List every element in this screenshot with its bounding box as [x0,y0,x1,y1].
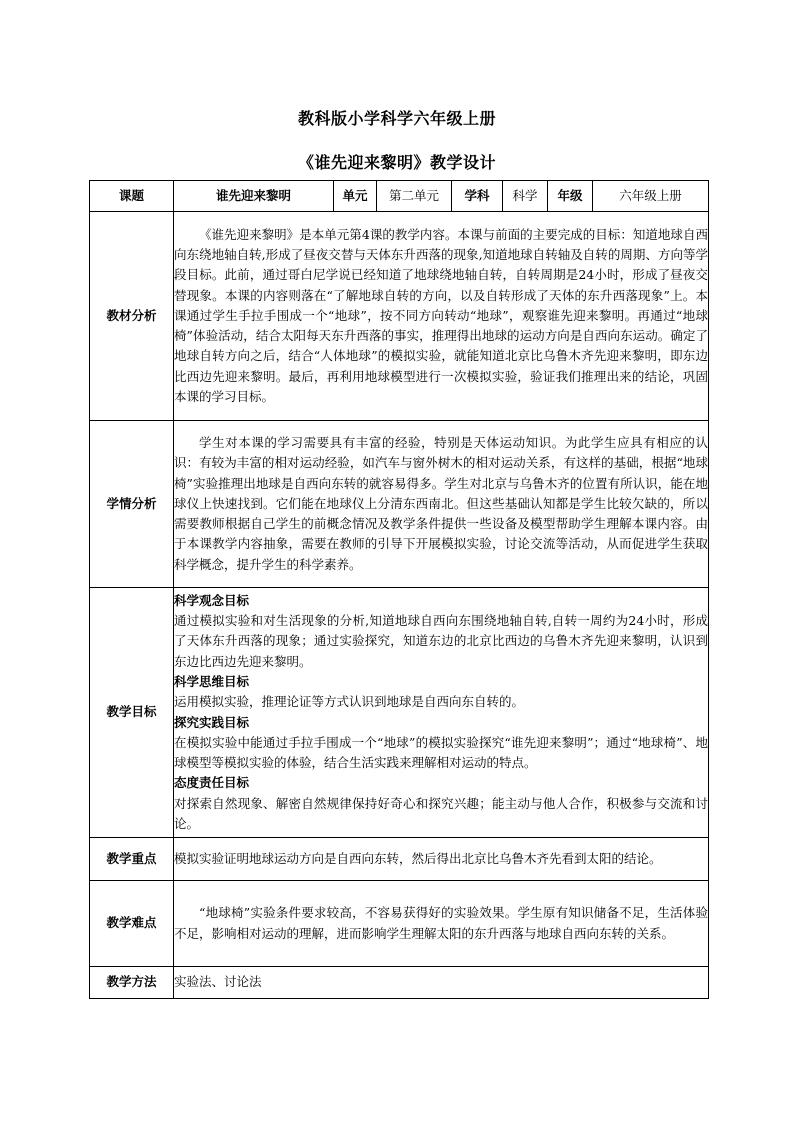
student-analysis-row [90,421,709,588]
goal-attitude-text: 对探索自然现象、解密自然规律保持好奇心和探究兴趣；能主动与他人合作，积极参与交流和讨论。 [174,795,708,831]
teaching-goals-label: 教学目标 [90,588,174,838]
material-analysis-label: 教材分析 [90,212,174,421]
material-analysis-cell [174,212,709,421]
header-row [90,181,709,212]
document-title: 教科版小学科学六年级上册 [297,109,496,128]
material-analysis-row [90,212,709,421]
grade-value: 六年级上册 [593,181,709,212]
methods-text: 实验法、讨论法 [174,974,262,990]
subject-label: 学科 [452,181,503,212]
methods-cell [174,967,709,999]
student-analysis-label: 学情分析 [90,421,174,588]
difficulties-row [90,881,709,967]
material-analysis-text: 《谁先迎来黎明》是本单元第4课的教学内容。本课与前面的主要完成的目标：知道地球自西向东绕地轴自转,形成了昼夜交替与天体东升西落的现象,知道地球自转轴及自转的周期、方向等学段目标。此前，通过哥白尼学说已经知道了地球绕地轴自转，自转周期是24小时，形成了昼夜交替现象。本课的内容则落在“了解地球自转的方向，以及自转形成了天体的东升西落现象”上。本课通过学生手拉手围成一个“地球”，按不同方向转动“地球”，观察谁先迎来黎明。再通过“地球椅”体验活动，结合太阳每天东升西落的事实，推理得出地球的运动方向是自西向东运动。确定了地球自转方向之后，结合“人体地球”的模拟实验，就能知道北京比乌鲁木齐先迎来黎明，即东边比西边先迎来黎明。最后，再利用地球模型进行一次模拟实验，验证我们推理出来的结论，巩固本课的学习目标。 [174,226,708,405]
goal-concept-title: 科学观念目标 [174,592,250,608]
goal-thinking-text: 运用模拟实验，推理论证等方式认识到地球是自西向东自转的。 [174,694,525,710]
subject-value: 科学 [503,181,548,212]
student-analysis-text: 学生对本课的学习需要具有丰富的经验，特别是天体运动知识。为此学生应具有相应的认识：有较为丰富的相对运动经验，如汽车与窗外树木的相对运动关系，有这样的基础，根据“地球椅”实验推理出地球是自西向东转的就容易得多。学生对北京与乌鲁木齐的位置有所认识，能在地球仪上快速找到。它们能在地球仪上分清东西南北。但这些基础认知都是学生比较欠缺的，所以需要教师根据自己学生的前概念情况及教学条件提供一些设备及模型帮助学生理解本课内容。由于本课教学内容抽象，需要在教师的引导下开展模拟实验，讨论交流等活动，从而促进学生获取科学概念，提升学生的科学素养。 [174,434,708,572]
goal-practice-title: 探究实践目标 [174,714,250,730]
goal-thinking-title: 科学思维目标 [174,673,250,689]
key-points-row [90,838,709,881]
difficulties-label: 教学难点 [90,881,174,967]
teaching-goals-row [90,588,709,838]
unit-value: 第二单元 [377,181,452,212]
difficulties-text: “地球椅”实验条件要求较高，不容易获得好的实验效果。学生原有知识储备不足，生活体验不足，影响相对运动的理解，进而影响学生理解太阳的东升西落与地球自西向东转的关系。 [174,905,708,941]
key-points-cell [174,838,709,881]
key-points-text: 模拟实验证明地球运动方向是自西向东转，然后得出北京比乌鲁木齐先看到太阳的结论。 [174,850,662,866]
methods-row [90,967,709,999]
topic-value: 谁先迎来黎明 [174,181,334,212]
goal-concept-text: 通过模拟实验和对生活现象的分析,知道地球自西向东围绕地轴自转,自转一周约为24小时，形成了天体东升西落的现象；通过实验探究，知道东边的北京比西边的乌鲁木齐先迎来黎明，认识到东边比西边先迎来黎明。 [174,613,708,669]
difficulties-cell [174,881,709,967]
unit-label: 单元 [334,181,377,212]
goal-attitude-title: 态度责任目标 [174,775,250,791]
topic-label: 课题 [90,181,174,212]
student-analysis-cell [174,421,709,588]
grade-label: 年级 [548,181,593,212]
teaching-goals-cell [174,588,709,838]
lesson-plan-table [89,180,709,999]
methods-label: 教学方法 [90,967,174,999]
goal-practice-text: 在模拟实验中能通过手拉手围成一个“地球”的模拟实验探究“谁先迎来黎明”；通过“地球椅”、地球模型等模拟实验的体验，结合生活实践来理解相对运动的特点。 [174,734,708,771]
lesson-title: 《谁先迎来黎明》教学设计 [297,153,496,172]
key-points-label: 教学重点 [90,838,174,881]
